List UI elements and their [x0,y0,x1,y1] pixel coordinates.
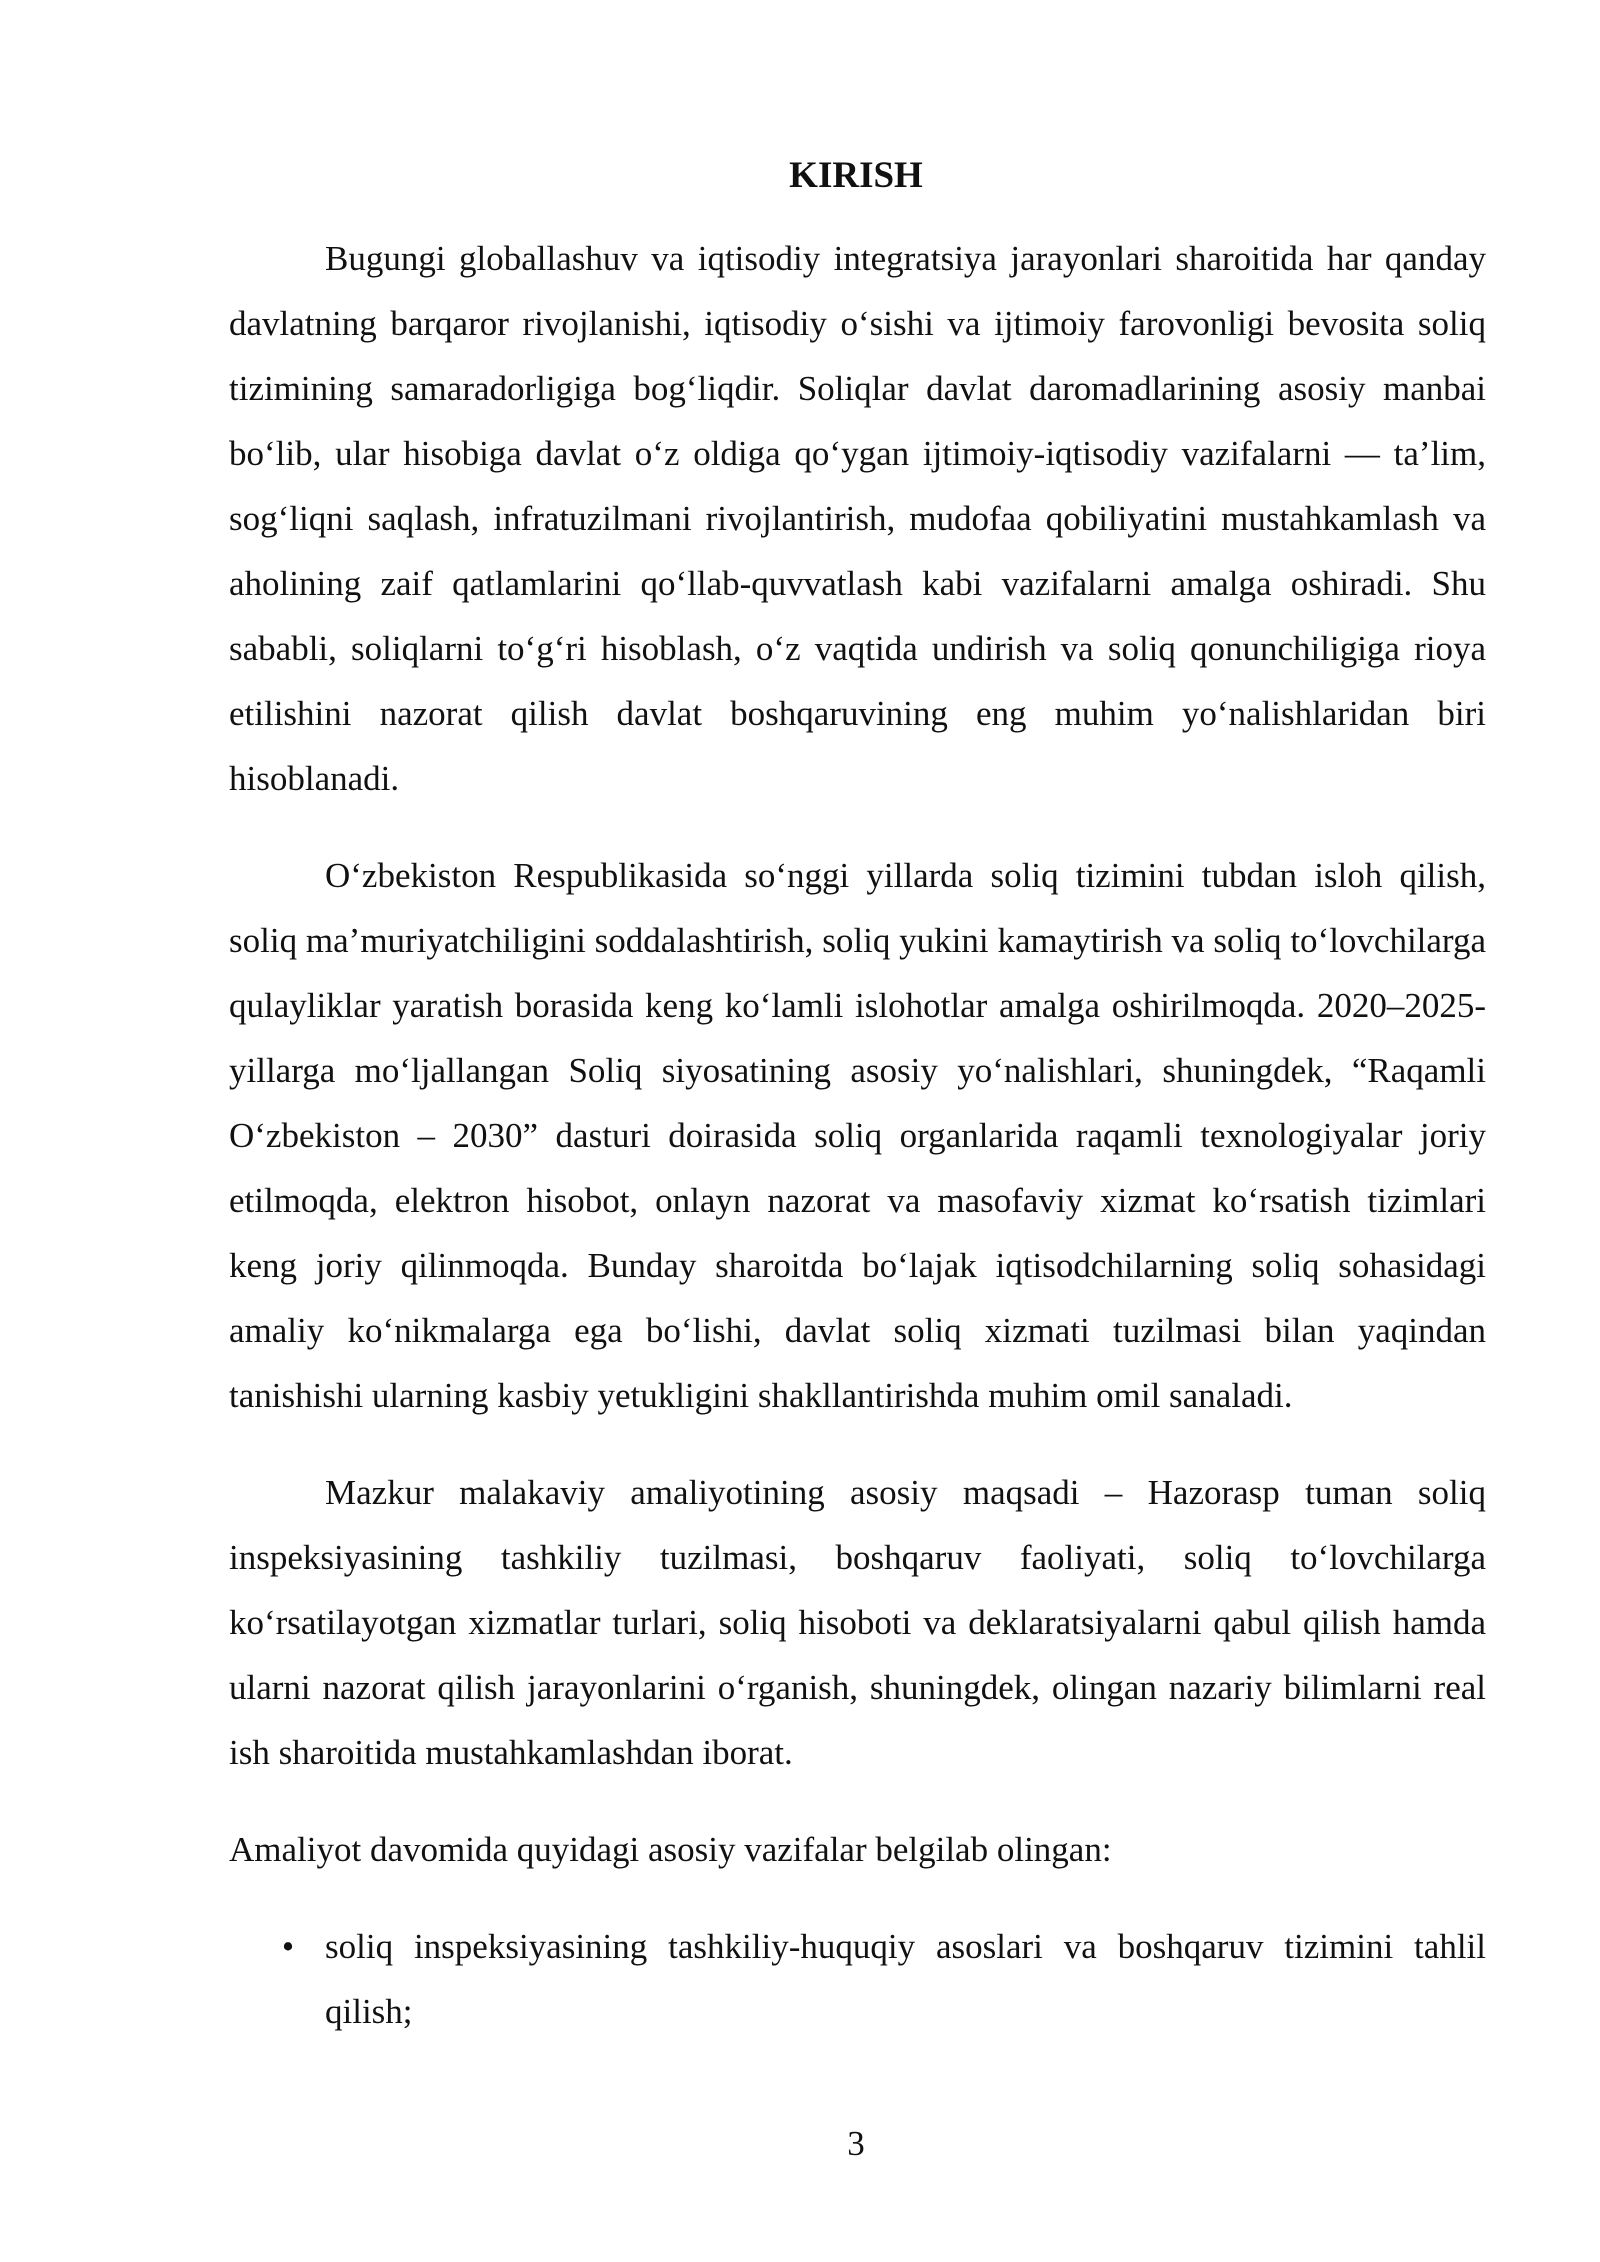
list-item [229,1914,1486,2044]
tasks-list [229,1914,1486,2044]
document-body [229,226,1486,2044]
list-item-text: soliq inspeksiyasining tashkiliy-huquqiy asoslari va boshqaruv tizimini tahlil qilish; [325,1927,1486,2031]
page-number: 3 [847,2124,865,2163]
paragraph-introduction-3: Mazkur malakaviy amaliyotining asosiy maqsadi – Hazorasp tuman soliq inspeksiyasining tashkiliy tuzilmasi, boshqaruv faoliyati, soliq to‘lovchilarga ko‘rsatilayotgan xizmatlar turlari, soliq hisoboti va deklaratsiyalarni qabul qilish hamda ularni nazorat qilish jarayonlarini o‘rganish, shuningdek, olingan nazariy bilimlarni real ish sharoitida mustahkamlashdan iborat. [229,1473,1486,1772]
paragraph-tasks-intro: Amaliyot davomida quyidagi asosiy vazifalar belgilab olingan: [229,1830,1112,1869]
bullet-icon: • [281,1927,295,1966]
page-title: KIRISH [789,155,923,196]
paragraph-introduction-1: Bugungi globallashuv va iqtisodiy integratsiya jarayonlari sharoitida har qanday davlatning barqaror rivojlanishi, iqtisodiy o‘sishi va ijtimoiy farovonligi bevosita soliq tizimining samaradorligiga bog‘liqdir. Soliqlar davlat daromadlarining asosiy manbai bo‘lib, ular hisobiga davlat o‘z oldiga qo‘ygan ijtimoiy-iqtisodiy vazifalarni — ta’lim, sog‘liqni saqlash, infratuzilmani rivojlantirish, mudofaa qobiliyatini mustahkamlash va aholining zaif qatlamlarini qo‘llab-quvvatlash kabi vazifalarni amalga oshiradi. Shu sababli, soliqlarni to‘g‘ri hisoblash, o‘z vaqtida undirish va soliq qonunchiligiga rioya etilishini nazorat qilish davlat boshqaruvining eng muhim yo‘nalishlaridan biri hisoblanadi. [229,239,1486,798]
paragraph-introduction-2: O‘zbekiston Respublikasida so‘nggi yillarda soliq tizimini tubdan isloh qilish, soliq ma’muriyatchiligini soddalashtirish, soliq yukini kamaytirish va soliq to‘lovchilarga qulayliklar yaratish borasida keng ko‘lamli islohotlar amalga oshirilmoqda. 2020–2025-yillarga mo‘ljallangan Soliq siyosatining asosiy yo‘nalishlari, shuningdek, “Raqamli O‘zbekiston – 2030” dasturi doirasida soliq organlarida raqamli texnologiyalar joriy etilmoqda, elektron hisobot, onlayn nazorat va masofaviy xizmat ko‘rsatish tizimlari keng joriy qilinmoqda. Bunday sharoitda bo‘lajak iqtisodchilarning soliq sohasidagi amaliy ko‘nikmalarga ega bo‘lishi, davlat soliq xizmati tuzilmasi bilan yaqindan tanishishi ularning kasbiy yetukligini shakllantirishda muhim omil sanaladi. [229,856,1486,1415]
